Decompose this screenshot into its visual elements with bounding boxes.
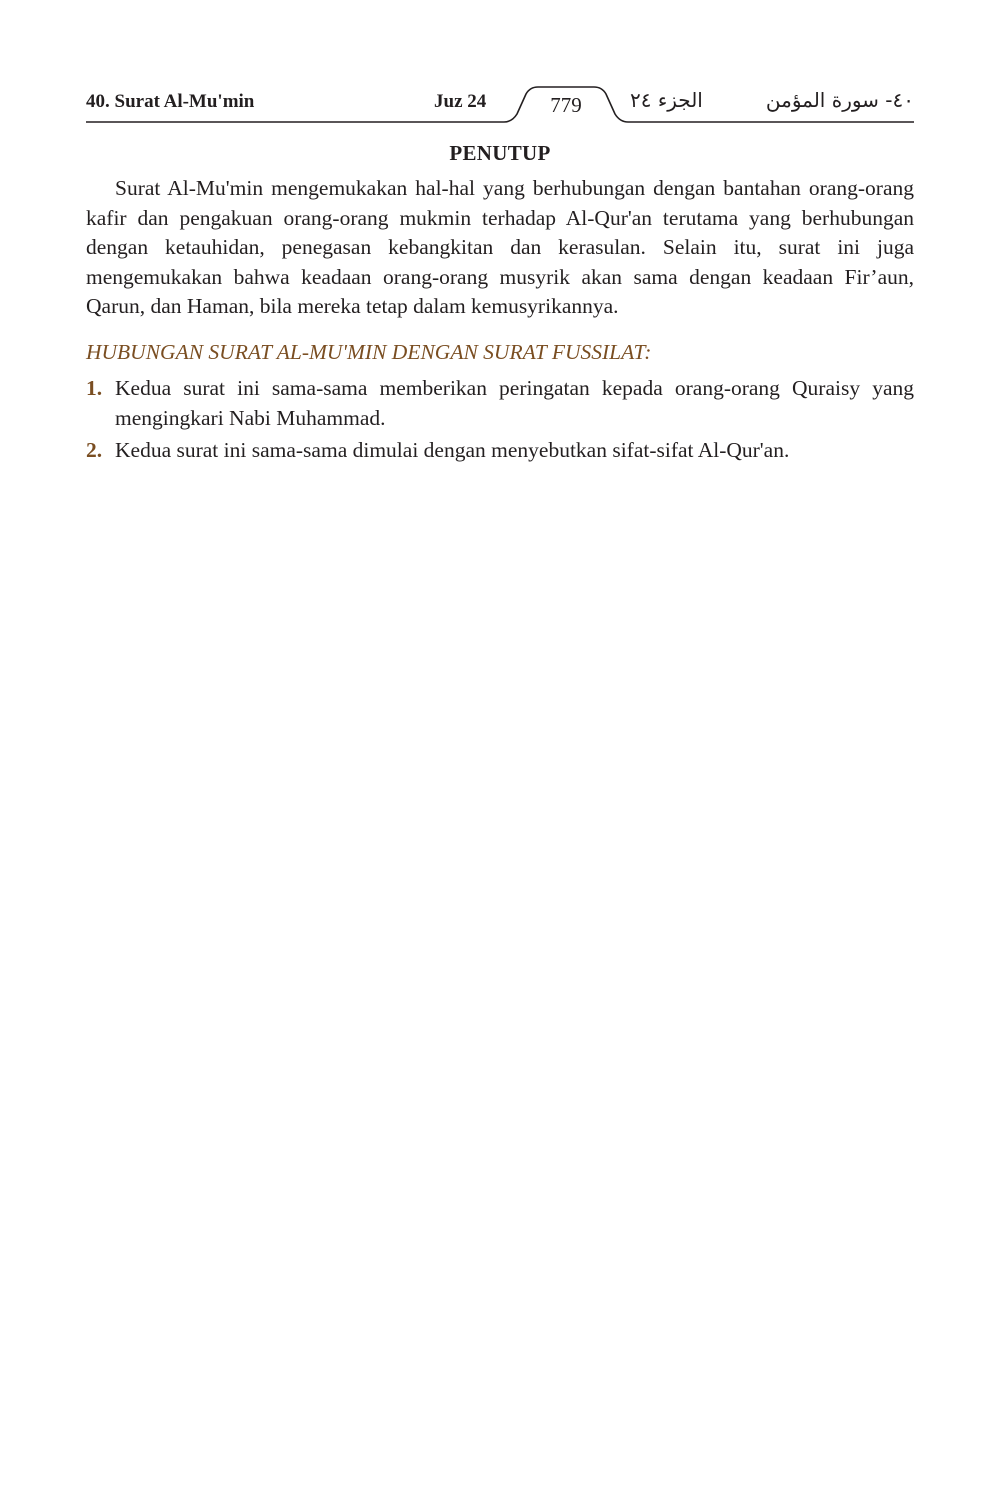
closing-paragraph: Surat Al-Mu'min mengemukakan hal-hal yang berhubungan dengan bantahan orang-orang kafir dan pengakuan orang-orang mukmin terhadap Al-Qur'an terutama yang berhubungan dengan ketauhidan, penegasan kebangkitan dan kerasulan. Selain itu, surat ini juga mengemukakan bahwa keadaan orang-orang musyrik akan sama dengan keadaan Fir’aun, Qarun, dan Haman, bila mereka tetap dalam kemusyrikannya. xyxy=(86,176,914,318)
header-surah-title: 40. Surat Al-Mu'min xyxy=(86,91,255,112)
list-item-text: Kedua surat ini sama-sama memberikan peringatan kepada orang-orang Quraisy yang mengingkari Nabi Muhammad. xyxy=(115,376,914,430)
list-item xyxy=(86,374,914,433)
subheading: HUBUNGAN SURAT AL-MU'MIN DENGAN SURAT FUSSILAT: xyxy=(86,340,652,364)
list-item xyxy=(86,436,914,466)
page-number: 779 xyxy=(550,93,582,117)
section-title: PENUTUP xyxy=(449,141,551,165)
list-item-text: Kedua surat ini sama-sama dimulai dengan menyebutkan sifat-sifat Al-Qur'an. xyxy=(115,438,790,462)
page-header xyxy=(86,84,914,126)
header-arabic-surah: ٤٠- سورة المؤمن xyxy=(765,88,914,112)
header-arabic-juz: الجزء ٢٤ xyxy=(630,88,703,112)
list-item-number: 2. xyxy=(86,438,103,462)
relation-list xyxy=(86,374,914,469)
list-item-number: 1. xyxy=(86,376,103,400)
header-juz-label: Juz 24 xyxy=(434,91,487,112)
